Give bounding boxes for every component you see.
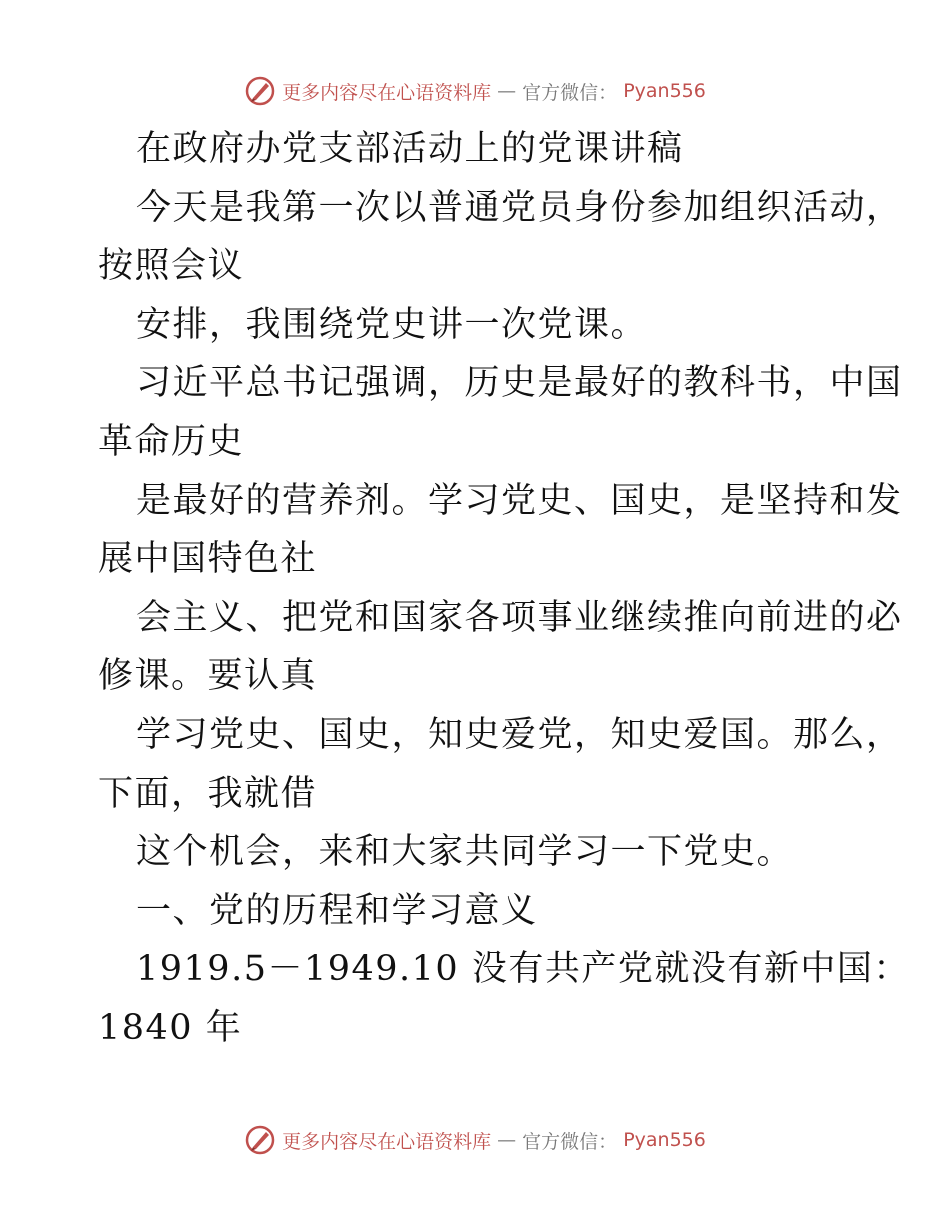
- watermark-wechat-label: 官方微信：: [522, 81, 618, 104]
- paragraph-line: 是最好的营养剂。学习党史、国史，是坚持和发: [136, 480, 903, 521]
- paragraph-line: 1840 年: [98, 1007, 243, 1048]
- paragraph-line: 学习党史、国史，知史爱党，知史爱国。那么，: [136, 714, 903, 755]
- header-watermark: [0, 74, 950, 108]
- paragraph-line: 革命历史: [98, 421, 245, 462]
- paragraph-line: 会主义、把党和国家各项事业继续推向前进的必: [136, 597, 903, 638]
- watermark-separator: —: [497, 80, 517, 102]
- paragraph-line: 按照会议: [98, 246, 245, 287]
- paragraph-line: 这个机会，来和大家共同学习一下党史。: [136, 832, 794, 873]
- watermark-wechat-id: Pyan556: [623, 1129, 706, 1151]
- section-heading: 一、党的历程和学习意义: [136, 890, 538, 931]
- paragraph-line: 1919.5－1949.10 没有共产党就没有新中国：: [136, 949, 910, 990]
- watermark-main-text: 更多内容尽在心语资料库: [282, 1130, 492, 1153]
- paragraph-line: 今天是我第一次以普通党员身份参加组织活动，: [136, 187, 903, 228]
- paragraph-line: 习近平总书记强调，历史是最好的教科书，中国: [136, 363, 903, 404]
- watermark-main-text: 更多内容尽在心语资料库: [282, 81, 492, 104]
- paragraph-line: 展中国特色社: [98, 539, 318, 580]
- footer-watermark: [0, 1123, 950, 1157]
- quill-pen-logo-icon: [244, 1124, 276, 1156]
- document-body: [98, 120, 910, 1058]
- paragraph-line: 修课。要认真: [98, 656, 318, 697]
- paragraph-line: 安排，我围绕党史讲一次党课。: [136, 304, 648, 345]
- quill-pen-logo-icon: [244, 75, 276, 107]
- document-title: 在政府办党支部活动上的党课讲稿: [136, 129, 684, 169]
- watermark-wechat-label: 官方微信：: [522, 1130, 618, 1153]
- watermark-separator: —: [497, 1129, 517, 1151]
- watermark-wechat-id: Pyan556: [623, 80, 706, 102]
- paragraph-line: 下面，我就借: [98, 773, 318, 814]
